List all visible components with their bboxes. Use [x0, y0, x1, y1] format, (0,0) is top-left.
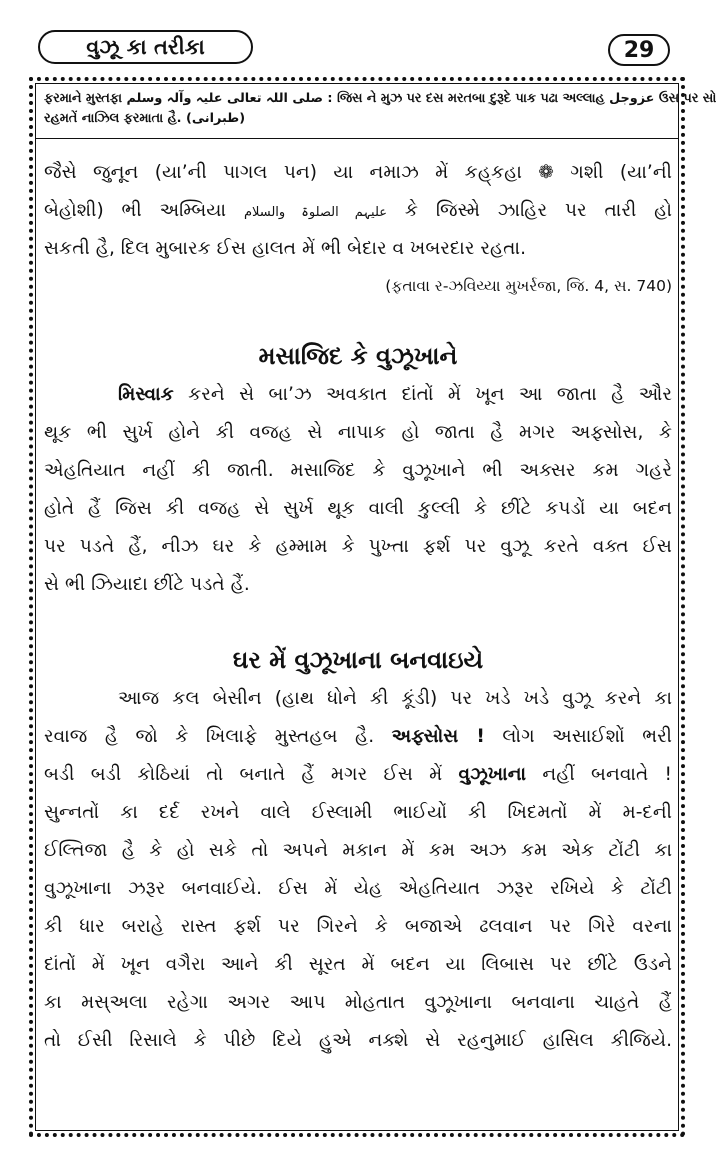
text-line: કા મસ્અલા રહેગા અગર આપ મોહતાત વુઝૂખાના બનવાના ચાહતે હૈં	[44, 992, 672, 1013]
bold-term: વુઝૂખાના	[458, 764, 527, 785]
chapter-title: વુઝૂ કા તરીકા	[38, 30, 253, 64]
bold-term: અફ્સોસ !	[391, 726, 485, 747]
arabic-honorific: علیہم الصلوۃ والسلام	[243, 205, 388, 220]
text-line: વુઝૂખાના ઝરૂર બનવાઈયે. ઈસ મેં યેહ એહતિયાત ઝરૂર રખિયે કે ટોંટી	[44, 878, 672, 899]
text-line: થૂક ભી સુર્ખ હોને કી વજહ સે નાપાક હો જાતા હૈ મગર અફ્સોસ, કે	[44, 422, 672, 443]
reference-citation: (ફતાવા ર-ઝવિય્યા મુખર્રજા, જિ. 4, સ. 740)	[385, 277, 672, 295]
durood-line: રહમતેં નાઝિલ ફરમાતા હૈ. (طبرانی)	[44, 111, 246, 126]
paragraph-ghar	[44, 680, 672, 1060]
text-line: આજ કલ બેસીન (હાથ ધોને કી કૂંડી) પર ખડે ખડે વુઝૂ કરને કા	[118, 688, 672, 709]
text-line: ઈલ્તિજા હૈ કે હો સકે તો અપને મકાન મેં કમ અઝ કમ એક ટોંટી કા	[44, 840, 672, 861]
section-heading: ઘર મેં વુઝૂખાના બનવાઇયે	[232, 646, 484, 674]
text-line: સકતી હૈ, દિલ મુબારક ઈસ હાલત મેં ભી બેદાર વ ખબરદાર રહતા.	[44, 238, 526, 259]
text-line: મિસ્વાક કરને સે બા’ઝ અવકાત દાંતોં મેં ખૂન આ જાતા હૈ ઔર	[118, 384, 672, 405]
text-line: રવાજ હૈ જો કે ખિલાફે મુસ્તહબ હૈ. અફ્સોસ ! લોગ અસાઈશોં ભરી	[44, 726, 672, 747]
text-line: સુન્નતોં કા દર્દ રખને વાલે ઈસ્લામી ભાઈયોં કી ખિદમતોં મેં મ-દની	[44, 802, 672, 823]
paragraph-intro	[44, 154, 672, 304]
page-number: 29	[608, 34, 670, 66]
text-line: બડી બડી કોઠિયાં તો બનાતે હૈં મગર ઈસ મેં વુઝૂખાના નહીં બનવાતે !	[44, 764, 672, 785]
text-line: એહતિયાત નહીં કી જાતી. મસાજિદ કે વુઝૂખાને ભી અક્સર કમ ગહરે	[44, 460, 672, 481]
text-line: સે ભી ઝિયાદા છીંટે પડતે હૈં.	[44, 574, 250, 595]
text-line: બેહોશી) ભી અમ્બિયા علیہم الصلوۃ والسلام કે જિસ્મે ઝાહિર પર તારી હો	[44, 200, 672, 221]
text-line: હોતે હૈં જિસ કી વજહ સે સુર્ખ થૂક વાલી કુલ્લી કે છીંટે કપડોં યા બદન	[44, 498, 672, 519]
paragraph-masajid	[44, 376, 672, 604]
durood-line: ફરમાને મુસ્તફા صلی اللہ تعالی علیہ وآلہ وسلم : જિસ ને મુઝ પર દસ મરતબા દુરૂદે પાક પઢા અલ્લાહ عزوجل ઉસ પર સો	[44, 91, 716, 106]
text-line: દાંતોં મેં ખૂન વગૈરા આને કી સૂરત મેં બદન યા લિબાસ પર છીંટે ઉડને	[44, 954, 672, 975]
text-line: તો ઈસી રિસાલે કે પીછે દિયે હુએ નક્શે સે રહનુમાઈ હાસિલ કીજિયે.	[44, 1030, 672, 1051]
text-line: પર પડતે હૈં, નીઝ ઘર કે હમ્મામ કે પુખ્તા ફર્શ પર વુઝૂ કરતે વક્ત ઈસ	[44, 536, 672, 557]
durood-separator	[35, 138, 679, 139]
section-heading: મસાજિદ કે વુઝૂખાને	[258, 342, 458, 370]
text-line: જૈસે જુનૂન (યા’ની પાગલ પન) યા નમાઝ મેં કહ્‌કહા ❁ ગશી (યા’ની	[44, 162, 672, 183]
durood-box	[44, 89, 716, 129]
bold-term: મિસ્વાક	[118, 384, 174, 405]
text-line: કી ધાર બરાહે રાસ્ત ફર્શ પર ગિરને કે બજાએ ઢલવાન પર ગિરે વરના	[44, 916, 672, 937]
